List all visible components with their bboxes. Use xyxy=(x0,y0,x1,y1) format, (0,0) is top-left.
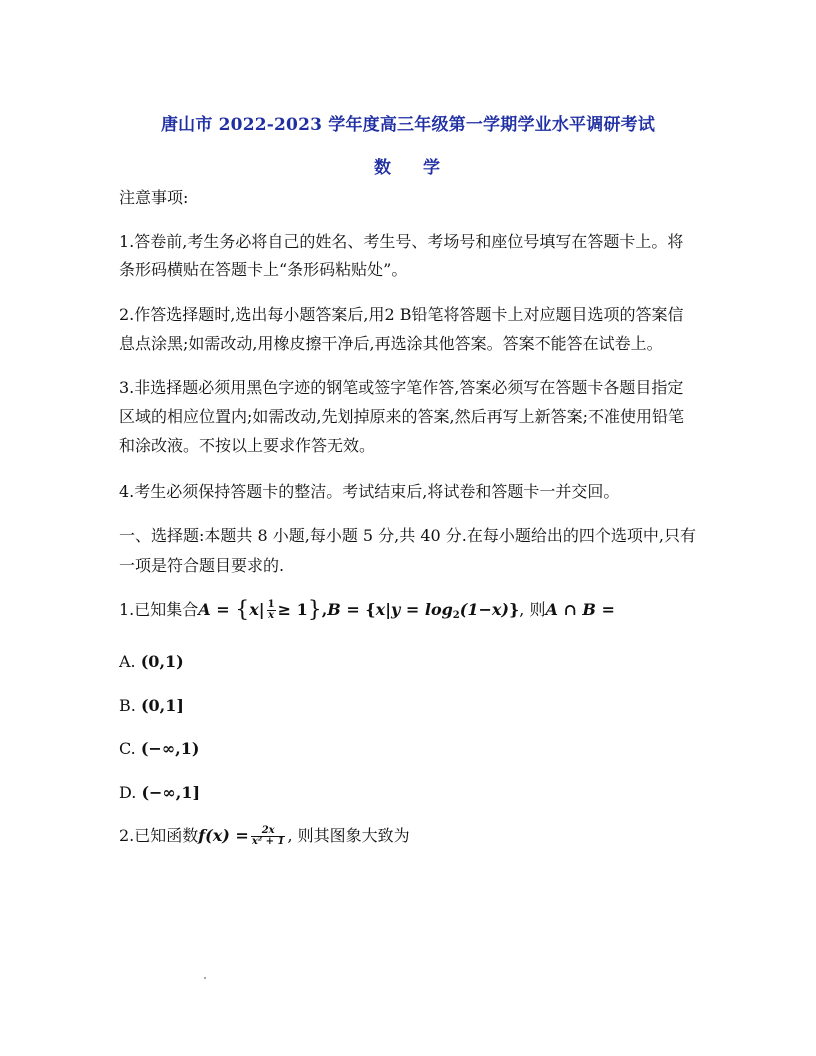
q2-fraction: $\frac{2x}{\text{x² + 1}}$ xyxy=(251,825,285,847)
q2-fname: f(x) = xyxy=(198,826,249,845)
q1-option-d: D. (−∞,1] xyxy=(119,783,201,802)
q1-setA-name: A xyxy=(198,600,211,619)
note-4: 4.考生必须保持答题卡的整洁。考试结束后,将试卷和答题卡一并交回。 xyxy=(119,482,620,501)
stray-dot xyxy=(204,977,206,979)
q1-option-b: B. (0,1] xyxy=(119,696,184,715)
subject-char-1: 数 xyxy=(374,158,393,178)
note-1-line-1: 1.答卷前,考生务必将自己的姓名、考生号、考场号和座位号填写在答题卡上。将 xyxy=(119,232,684,251)
subject-char-2: 学 xyxy=(423,158,442,178)
note-2-line-2: 息点涂黑;如需改动,用橡皮擦干净后,再选涂其他答案。答案不能答在试卷上。 xyxy=(119,334,663,353)
note-3-line-1: 3.非选择题必须用黑色字迹的钢笔或签字笔作答,答案必须写在答题卡各题目指定 xyxy=(119,378,684,397)
q1-setB-name: B xyxy=(327,600,341,619)
note-3-line-3: 和涂改液。不按以上要求作答无效。 xyxy=(119,436,376,455)
q1-option-a: A. (0,1) xyxy=(119,652,184,671)
question-1-stem: 1.已知集合A = {x| $\frac{1}{x}$ ≥ $1\},B = \{x|y = \log_2(1-x)\}$, 则A ∩ B = xyxy=(119,597,615,623)
q1-ask: A ∩ B = xyxy=(545,600,615,619)
section-1-line-2: 一项是符合题目要求的. xyxy=(119,556,285,575)
section-1-line-1: 一、选择题:本题共 8 小题,每小题 5 分,共 40 分.在每小题给出的四个选项中,只有 xyxy=(119,526,696,545)
q1-setA-var: x xyxy=(249,600,259,619)
notes-heading: 注意事项: xyxy=(119,188,189,207)
q1-log-base: 2 xyxy=(452,610,460,621)
q1-setA-cond: ≥ 1 xyxy=(277,600,308,619)
q1-suffix: , 则 xyxy=(519,600,546,619)
q1-prefix: 1.已知集合 xyxy=(119,600,199,619)
q2-suffix: , 则其图象大致为 xyxy=(287,826,410,845)
q1-setB-body: x|y = log xyxy=(375,600,453,619)
note-1-line-2: 条形码横贴在答题卡上“条形码粘贴处”。 xyxy=(119,260,408,279)
q2-prefix: 2.已知函数 xyxy=(119,826,199,845)
q1-option-c: C. (−∞,1) xyxy=(119,739,200,758)
question-2-stem xyxy=(119,826,410,847)
note-3-line-2: 区域的相应位置内;如需改动,先划掉原来的答案,然后再写上新答案;不准使用铅笔 xyxy=(119,407,684,426)
q1-fraction: $\frac{1}{x}$ xyxy=(267,599,275,621)
subject-title xyxy=(0,153,816,178)
note-2-line-1: 2.作答选择题时,选出每小题答案后,用2 B铅笔将答题卡上对应题目选项的答案信 xyxy=(119,305,684,324)
exam-title: 唐山市 2022-2023 学年度高三年级第一学期学业水平调研考试 xyxy=(160,115,656,135)
q1-log-arg: (1−x) xyxy=(459,600,509,619)
